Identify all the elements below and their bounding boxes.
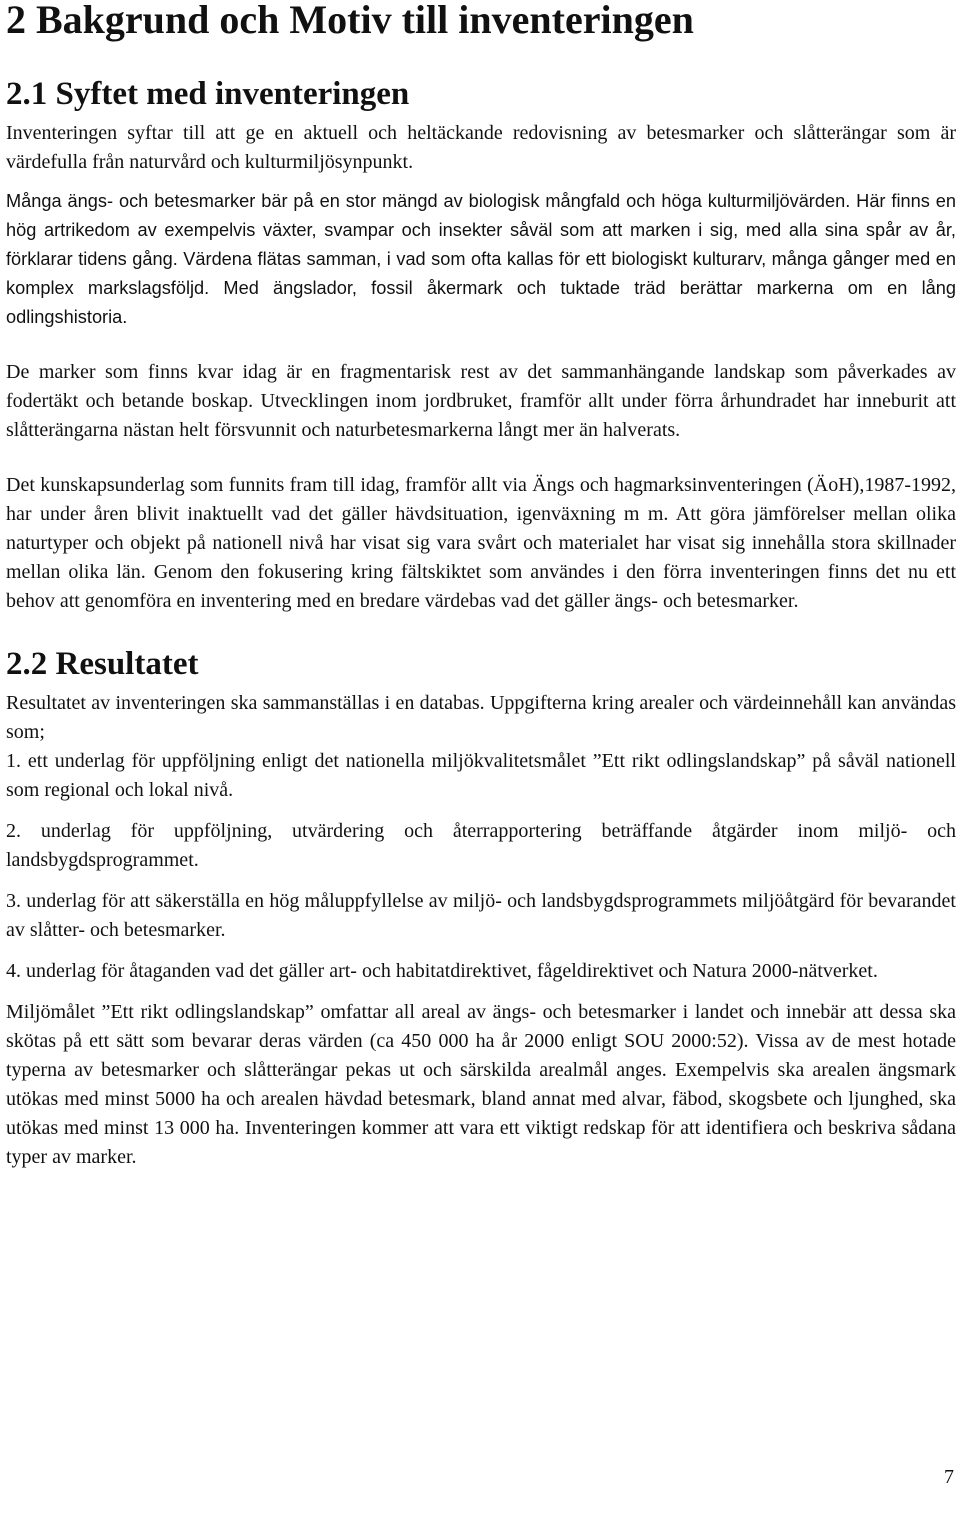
list-item: 1. ett underlag för uppföljning enligt det nationella miljökvalitetsmålet ”Ett rikt odlingslandskap” på såväl nationell som regional och lokal nivå. [6, 750, 956, 801]
page-number: 7 [944, 1466, 954, 1488]
paragraph-fragments: De marker som finns kvar idag är en fragmentarisk rest av det sammanhängande landskap som påverkades av fodertäkt och betande boskap. Utvecklingen inom jordbruket, framför allt under förra århundradet har inneburit att slåtterängarna nästan helt försvunnit och naturbetesmarkerna långt mer än halverats. [6, 361, 956, 441]
paragraph-environmental-goal: Miljömålet ”Ett rikt odlingslandskap” omfattar all areal av ängs- och betesmarker i landet och innebär att dessa ska skötas på ett sätt som bevarar deras värden (ca 450 000 ha år 2000 enligt SOU 2000:52). Vissa av de mest hotade typerna av betesmarker och slåtterängar pekas ut och särskilda arealmål anges. Exempelvis ska arealen ängsmark utökas med minst 5000 ha och arealen hävdad betesmark, bland annat med alvar, fäbod, skogsbete och ljunghed, ska utökas med minst 13 000 ha. Inventeringen kommer att vara ett viktigt redskap för att identifiera och beskriva sådana typer av marker. [6, 1001, 956, 1168]
sans-block [6, 187, 956, 332]
document-page [6, 0, 956, 1172]
section-heading-syftet: 2.1 Syftet med inventeringen [6, 76, 410, 112]
paragraph-purpose: Inventeringen syftar till att ge en aktuell och heltäckande redovisning av betesmarker och slåtterängar som är värdefulla från naturvård och kulturmiljösynpunkt. [6, 122, 956, 173]
list-item: 2. underlag för uppföljning, utvärdering och återrapportering beträffande åtgärder inom miljö- och landsbygdsprogrammet. [6, 820, 956, 871]
paragraph-biodiversity: Många ängs- och betesmarker bär på en stor mängd av biologisk mångfald och höga kulturmiljövärden. Här finns en hög artrikedom av exempelvis växter, svampar och insekter såväl som att marken i sig, med alla sina spår av år, förklarar tidens gång. Värdena flätas samman, i vad som ofta kallas för ett biologiskt kulturarv, många gånger med en komplex markslagsföljd. Med ängslador, fossil åkermark och tuktade träd berättar markerna om en lång odlingshistoria. [6, 191, 956, 327]
paragraph-knowledge: Det kunskapsunderlag som funnits fram till idag, framför allt via Ängs och hagmarksinventeringen (ÄoH),1987-1992, har under åren blivit inaktuellt vad det gäller hävdsituation, igenväxning m m. Att göra jämförelser mellan olika naturtyper och objekt på nationell nivå har visat sig vara svårt och materialet har visat sig innehålla stora skillnader mellan olika län. Genom den fokusering kring fältskiktet som användes i den förra inventeringen finns det nu ett behov att genomföra en inventering med en bredare värdebas vad det gäller ängs- och betesmarker. [6, 474, 956, 612]
list-item: 3. underlag för att säkerställa en hög måluppfyllelse av miljö- och landsbygdsprogrammets miljöåtgärd för bevarandet av slåtter- och betesmarker. [6, 890, 956, 941]
section-heading-resultatet: 2.2 Resultatet [6, 646, 199, 682]
list-item: 4. underlag för åtaganden vad det gäller art- och habitatdirektivet, fågeldirektivet och Natura 2000-nätverket. [6, 960, 878, 982]
paragraph-results-intro: Resultatet av inventeringen ska sammanställas i en databas. Uppgifterna kring arealer och värdeinnehåll kan användas som; [6, 692, 956, 743]
chapter-heading: 2 Bakgrund och Motiv till inventeringen [6, 0, 694, 42]
